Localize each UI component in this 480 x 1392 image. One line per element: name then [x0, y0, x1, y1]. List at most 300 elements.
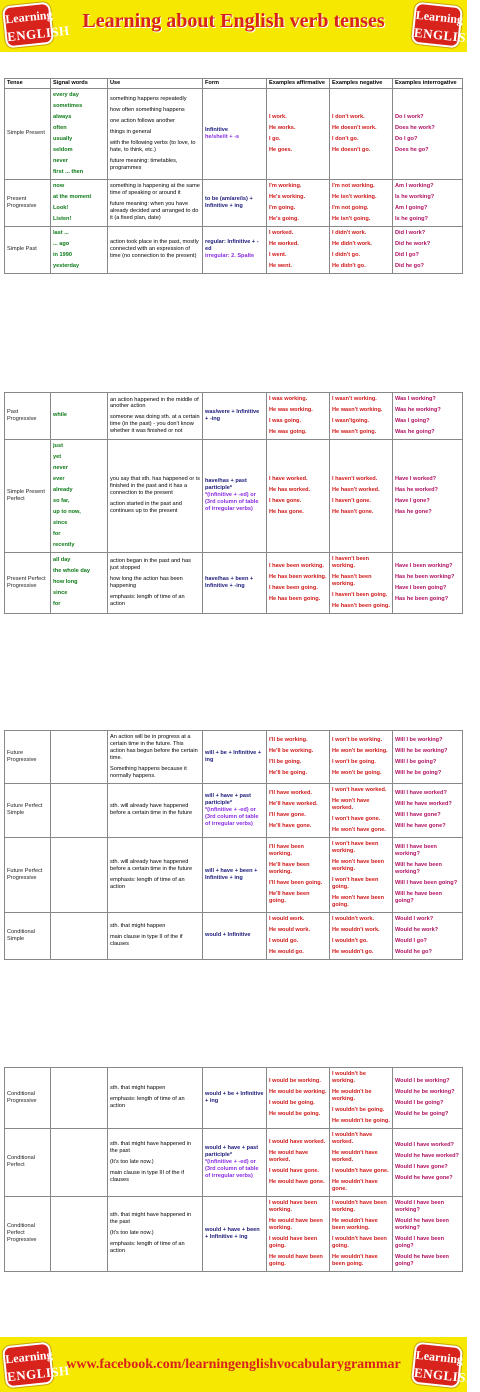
example-negative: He won't have gone.	[332, 826, 386, 833]
form-item: *(infinitive + -ed) or (3rd column of table of irregular verbs)	[205, 492, 259, 513]
tense-name: Past Progressive	[7, 408, 37, 422]
signal-word: often	[53, 124, 67, 131]
example-affirmative: He would be working.	[269, 1088, 327, 1095]
example-negative: He wasn't going.	[332, 428, 377, 435]
example-negative: He won't be going.	[332, 769, 382, 776]
signal-word: up to now,	[53, 508, 81, 515]
tense-name-cell	[5, 439, 51, 552]
logo-line2: ENGLISH	[413, 24, 478, 47]
signal-words-cell	[51, 837, 108, 912]
example-interrogative: Would he go?	[395, 948, 432, 955]
table-row	[5, 1068, 463, 1129]
example-interrogative: Would he have been going?	[395, 1253, 449, 1267]
examples-affirmative-cell	[267, 1196, 330, 1271]
example-interrogative: Have I worked?	[395, 475, 437, 482]
example-interrogative: Would I have been working?	[395, 1199, 445, 1213]
example-negative: He didn't work.	[332, 240, 372, 247]
use-cell	[108, 552, 203, 613]
examples-negative-cell	[330, 226, 393, 273]
example-affirmative: I'll have been going.	[269, 880, 323, 887]
form-item: will + have + been + Infinitive + ing	[205, 867, 258, 881]
use-item: Something happens because it normally happens.	[110, 765, 187, 779]
example-negative: He won't have been going.	[332, 894, 384, 908]
tense-name-cell	[5, 179, 51, 226]
examples-negative-cell	[330, 393, 393, 440]
use-cell	[108, 439, 203, 552]
signal-word: recently	[53, 541, 75, 548]
examples-affirmative-cell	[267, 393, 330, 440]
example-affirmative: I was going.	[269, 417, 302, 424]
use-item: An action will be in progress at a certain time in the future. This action has begun before the certain time.	[110, 734, 198, 761]
example-negative: I'm not working.	[332, 182, 375, 189]
form-cell	[203, 1068, 267, 1129]
example-interrogative: Was I working?	[395, 396, 436, 402]
use-item: main clause in type III of the if clauses	[110, 1169, 184, 1183]
example-affirmative: He has been going.	[269, 595, 321, 602]
example-affirmative: I was working.	[269, 396, 308, 402]
logo-line1: Learning	[415, 7, 464, 27]
example-negative: I'm not going.	[332, 204, 369, 211]
tense-name: Future Perfect Simple	[7, 803, 43, 817]
signal-words-cell	[51, 226, 108, 273]
learning-english-logo-right	[411, 2, 478, 49]
examples-affirmative-cell	[267, 783, 330, 837]
example-negative: I won't have been going.	[332, 876, 379, 890]
example-interrogative: Has he gone?	[395, 508, 432, 515]
tense-name-cell	[5, 837, 51, 912]
examples-negative-cell	[330, 783, 393, 837]
examples-affirmative-cell	[267, 837, 330, 912]
tense-name: Conditional Perfect	[7, 1155, 35, 1169]
example-affirmative: I'm working.	[269, 182, 302, 189]
example-negative: I haven't been going.	[332, 591, 388, 598]
example-interrogative: Does he work?	[395, 124, 435, 131]
form-item: *(infinitive + -ed) or (3rd column of table of irregular verbs)	[205, 806, 259, 827]
example-affirmative: He would have been going.	[269, 1253, 323, 1267]
form-cell	[203, 837, 267, 912]
example-affirmative: I work.	[269, 113, 287, 120]
example-negative: I won't have worked.	[332, 786, 387, 793]
column-header: Form	[203, 79, 267, 89]
table-row	[5, 439, 463, 552]
example-negative: He hasn't gone.	[332, 508, 374, 515]
signal-word: never	[53, 157, 68, 164]
use-item: action started in the past and continues up to the present	[110, 501, 182, 515]
logo-line2: ENGLISH	[413, 1364, 478, 1387]
tense-name-cell	[5, 1196, 51, 1271]
signal-word: already	[53, 486, 73, 493]
example-interrogative: Will he have been going?	[395, 891, 442, 905]
example-negative: He wasn't working.	[332, 406, 383, 413]
examples-affirmative-cell	[267, 912, 330, 959]
use-item: sth. that might happen	[110, 1085, 166, 1092]
use-item: you say that sth. has happened or is finished in the past and it has a connection to the present	[110, 476, 200, 497]
examples-affirmative-cell	[267, 1128, 330, 1196]
example-interrogative: Am I working?	[395, 182, 434, 189]
example-negative: I wouldn't have been going.	[332, 1235, 387, 1249]
form-item: to be (am/are/is) + Infinitive + ing	[205, 195, 253, 209]
example-affirmative: He has gone.	[269, 508, 304, 515]
example-affirmative: He would have gone.	[269, 1178, 325, 1185]
tense-table	[4, 392, 463, 614]
use-item: sth. will already have happened before a certain time in the future	[110, 803, 193, 817]
example-affirmative: He'll have been working.	[269, 862, 310, 876]
form-item: would + be + Infinitive + ing	[205, 1090, 264, 1104]
examples-affirmative-cell	[267, 439, 330, 552]
example-interrogative: Was he going?	[395, 428, 435, 435]
example-interrogative: Will he have been working?	[395, 862, 442, 876]
example-affirmative: He would be going.	[269, 1110, 321, 1117]
use-cell	[108, 837, 203, 912]
example-interrogative: Would he be going?	[395, 1110, 449, 1117]
example-negative: He wouldn't have been going.	[332, 1253, 378, 1267]
signal-words-cell	[51, 393, 108, 440]
table-row	[5, 226, 463, 273]
example-interrogative: Would he work?	[395, 926, 439, 933]
signal-words-cell	[51, 783, 108, 837]
use-item: emphasis: length of time of an action	[110, 593, 185, 607]
examples-interrogative-cell	[393, 393, 463, 440]
form-cell	[203, 731, 267, 784]
tense-name-cell	[5, 552, 51, 613]
use-item: action took place in the past, mostly connected with an expression of time (no connection to the present)	[110, 239, 199, 260]
examples-interrogative-cell	[393, 912, 463, 959]
signal-word: never	[53, 464, 68, 471]
example-interrogative: Did I work?	[395, 229, 426, 236]
signal-word: for	[53, 601, 61, 608]
table-header-row	[5, 79, 463, 89]
use-cell	[108, 88, 203, 179]
signal-word: all day	[53, 557, 71, 564]
table-row	[5, 179, 463, 226]
example-negative: He isn't going.	[332, 215, 371, 222]
signal-words-cell	[51, 731, 108, 784]
logo-line1: Learning	[4, 1347, 54, 1367]
example-affirmative: He has been working.	[269, 573, 327, 580]
examples-negative-cell	[330, 88, 393, 179]
example-affirmative: I would have been working.	[269, 1199, 318, 1213]
example-affirmative: He would work.	[269, 926, 311, 933]
signal-word: last ...	[53, 229, 69, 236]
example-affirmative: He works.	[269, 124, 296, 131]
examples-negative-cell	[330, 1196, 393, 1271]
examples-negative-cell	[330, 731, 393, 784]
example-affirmative: I would be working.	[269, 1077, 321, 1084]
example-affirmative: I'll be going.	[269, 758, 302, 765]
tense-name-cell	[5, 226, 51, 273]
signal-word: how long	[53, 579, 78, 586]
tense-name: Simple Past	[7, 246, 37, 253]
learning-english-logo-right	[411, 1342, 478, 1389]
table-row	[5, 393, 463, 440]
example-interrogative: Has he been going?	[395, 595, 449, 602]
use-item: sth. will already have happened before a certain time in the future	[110, 858, 193, 872]
form-cell	[203, 88, 267, 179]
form-cell	[203, 393, 267, 440]
example-negative: I don't go.	[332, 135, 359, 142]
tense-name: Simple Present Perfect	[7, 488, 45, 502]
example-interrogative: Will I have worked?	[395, 790, 447, 797]
example-interrogative: Is he going?	[395, 215, 428, 222]
form-cell	[203, 1196, 267, 1271]
tense-name-cell	[5, 88, 51, 179]
examples-interrogative-cell	[393, 88, 463, 179]
example-negative: I won't be going.	[332, 758, 376, 765]
example-affirmative: He went.	[269, 262, 293, 269]
signal-word: yesterday	[53, 262, 80, 269]
table-row	[5, 731, 463, 784]
learning-english-logo-left	[2, 2, 71, 49]
use-cell	[108, 179, 203, 226]
example-negative: He won't have been working.	[332, 858, 384, 872]
example-interrogative: Will he have gone?	[395, 823, 446, 830]
signal-words-cell	[51, 179, 108, 226]
example-negative: I wouldn't have been working.	[332, 1199, 387, 1213]
example-negative: I wouldn't be working.	[332, 1071, 366, 1084]
use-item: emphasis: length of time of an action	[110, 1096, 185, 1110]
tense-name: Simple Present	[7, 130, 45, 137]
form-cell	[203, 179, 267, 226]
signal-word: sometimes	[53, 102, 83, 109]
form-item: *(infinitive + -ed) or (3rd column of table of irregular verbs)	[205, 1158, 259, 1179]
example-affirmative: I would have worked.	[269, 1138, 326, 1145]
examples-interrogative-cell	[393, 179, 463, 226]
signal-words-cell	[51, 552, 108, 613]
examples-interrogative-cell	[393, 1068, 463, 1129]
example-interrogative: Would I be working?	[395, 1077, 450, 1084]
example-affirmative: I go.	[269, 135, 281, 142]
example-affirmative: He'll have worked.	[269, 801, 318, 808]
example-interrogative: Will I have been working?	[395, 844, 437, 858]
example-affirmative: I have been working.	[269, 562, 325, 569]
example-affirmative: He would have been working.	[269, 1217, 323, 1231]
signal-word: yet	[53, 453, 62, 460]
example-affirmative: He's working.	[269, 193, 306, 200]
use-item: sth. that might happen	[110, 923, 166, 930]
signal-word: Look!	[53, 204, 69, 211]
tense-table-block-4	[4, 1067, 462, 1272]
example-affirmative: He goes.	[269, 146, 293, 153]
example-affirmative: He was going.	[269, 428, 307, 435]
logo-line1: Learning	[4, 7, 54, 27]
use-cell	[108, 912, 203, 959]
example-interrogative: Did he work?	[395, 240, 431, 247]
tense-name: Future Perfect Progressive	[7, 867, 43, 881]
examples-interrogative-cell	[393, 837, 463, 912]
tense-table	[4, 78, 463, 274]
example-affirmative: I would be going.	[269, 1099, 315, 1106]
examples-interrogative-cell	[393, 731, 463, 784]
example-negative: He isn't working.	[332, 193, 377, 200]
example-affirmative: I have been going.	[269, 584, 318, 591]
signal-word: for	[53, 530, 61, 537]
tense-name-cell	[5, 1128, 51, 1196]
form-cell	[203, 226, 267, 273]
example-affirmative: He'll be working.	[269, 747, 314, 754]
tense-table	[4, 1067, 463, 1272]
signal-word: Listen!	[53, 215, 72, 222]
example-interrogative: Would I be going?	[395, 1099, 444, 1106]
form-item: Infinitive	[205, 126, 228, 133]
form-cell	[203, 912, 267, 959]
example-negative: He hasn't been going.	[332, 602, 390, 609]
examples-affirmative-cell	[267, 1068, 330, 1129]
example-negative: I wouldn't work.	[332, 915, 375, 922]
example-negative: I wouldn't have gone.	[332, 1167, 389, 1174]
examples-affirmative-cell	[267, 88, 330, 179]
examples-interrogative-cell	[393, 552, 463, 613]
example-interrogative: Will I be going?	[395, 758, 437, 765]
example-interrogative: Would he have worked?	[395, 1153, 459, 1160]
use-item: future meaning: timetables, programmes	[110, 157, 178, 171]
use-cell	[108, 1128, 203, 1196]
example-interrogative: Does he go?	[395, 146, 429, 153]
signal-words-cell	[51, 1128, 108, 1196]
tense-name: Future Progressive	[7, 749, 37, 763]
facebook-url-link[interactable]: www.facebook.com/learningenglishvocabularygrammar	[66, 1357, 401, 1372]
example-affirmative: I'll be working.	[269, 736, 308, 743]
example-affirmative: I'll have worked.	[269, 790, 312, 797]
example-affirmative: I would go.	[269, 937, 299, 944]
signal-words-cell	[51, 88, 108, 179]
signal-word: at the moment	[53, 193, 92, 200]
use-cell	[108, 1196, 203, 1271]
example-interrogative: Would I have gone?	[395, 1164, 448, 1171]
examples-affirmative-cell	[267, 226, 330, 273]
use-item: an action happened in the middle of another action	[110, 396, 199, 410]
signal-word: seldom	[53, 146, 73, 153]
tense-table-block-2	[4, 392, 462, 614]
examples-interrogative-cell	[393, 226, 463, 273]
example-negative: He wouldn't be going.	[332, 1117, 390, 1124]
form-item: have/has + been + Infinitive + -ing	[205, 575, 254, 589]
example-interrogative: Was he working?	[395, 406, 441, 413]
use-item: (It's too late now.)	[110, 1158, 154, 1165]
examples-negative-cell	[330, 1128, 393, 1196]
column-header: Examples negative	[330, 79, 393, 89]
examples-interrogative-cell	[393, 1196, 463, 1271]
table-row	[5, 783, 463, 837]
example-affirmative: I would have gone.	[269, 1167, 320, 1174]
tense-table	[4, 730, 463, 960]
example-negative: He wouldn't work.	[332, 926, 380, 933]
example-interrogative: Will he have worked?	[395, 801, 452, 808]
example-affirmative: I have gone.	[269, 497, 302, 504]
signal-word: ... ago	[53, 240, 70, 247]
table-row	[5, 88, 463, 179]
signal-words-cell	[51, 1196, 108, 1271]
example-affirmative: I'll have gone.	[269, 812, 306, 819]
signal-word: while	[53, 412, 67, 419]
table-row	[5, 1196, 463, 1271]
example-affirmative: He has worked.	[269, 486, 311, 493]
signal-word: since	[53, 519, 68, 526]
form-item: will + be + Infinitive + ing	[205, 749, 262, 763]
tense-name-cell	[5, 393, 51, 440]
example-interrogative: Did he go?	[395, 262, 424, 269]
page-title: Learning about English verb tenses	[82, 10, 385, 32]
example-negative: He doesn't go.	[332, 146, 371, 153]
tense-name: Conditional Perfect Progressive	[7, 1223, 37, 1244]
form-item: he/she/it + -s	[205, 133, 240, 140]
examples-negative-cell	[330, 439, 393, 552]
example-interrogative: Will he be working?	[395, 747, 448, 754]
example-negative: I wasn'tgoing.	[332, 417, 370, 424]
form-item: would + Infinitive	[205, 932, 251, 939]
example-affirmative: I'll have been working.	[269, 844, 304, 858]
example-affirmative: He would go.	[269, 948, 304, 955]
use-item: emphasis: length of time of an action	[110, 876, 185, 890]
tense-name: Present Perfect Progressive	[7, 575, 46, 589]
use-item: how long the action has been happening	[110, 575, 183, 589]
example-negative: I haven't been working.	[332, 555, 370, 569]
example-interrogative: Have I been working?	[395, 562, 453, 569]
example-interrogative: Do I work?	[395, 113, 424, 120]
example-negative: He won't have worked.	[332, 797, 370, 811]
example-negative: I didn't work.	[332, 229, 367, 236]
examples-negative-cell	[330, 179, 393, 226]
use-cell	[108, 731, 203, 784]
use-item: future meaning: when you have already decided and arranged to do it (a fixed plan, date)	[110, 201, 199, 222]
form-cell	[203, 552, 267, 613]
example-interrogative: Am I going?	[395, 204, 428, 211]
tense-name: Conditional Progressive	[7, 1090, 37, 1104]
example-negative: I wouldn't be going.	[332, 1106, 385, 1113]
use-item: emphasis: length of time of an action	[110, 1241, 185, 1255]
example-interrogative: Did I go?	[395, 251, 419, 258]
example-interrogative: Has he worked?	[395, 486, 438, 493]
tense-name-cell	[5, 783, 51, 837]
use-item: things in general	[110, 128, 152, 135]
example-interrogative: Will I have been going?	[395, 880, 458, 887]
example-affirmative: I would work.	[269, 915, 305, 922]
signal-word: usually	[53, 135, 73, 142]
signal-word: in 1990	[53, 251, 72, 258]
examples-affirmative-cell	[267, 179, 330, 226]
example-interrogative: Would he have been working?	[395, 1217, 449, 1231]
example-negative: I won't be working.	[332, 736, 383, 743]
use-item: how often something happens	[110, 106, 185, 113]
example-negative: He didn't go.	[332, 262, 366, 269]
signal-word: now	[53, 182, 65, 189]
example-interrogative: Will I have gone?	[395, 812, 441, 819]
example-interrogative: Would I go?	[395, 937, 427, 944]
examples-affirmative-cell	[267, 731, 330, 784]
example-interrogative: Will I be working?	[395, 736, 443, 743]
example-negative: He wouldn't be working.	[332, 1088, 372, 1102]
example-negative: I don't work.	[332, 113, 365, 120]
use-cell	[108, 393, 203, 440]
signal-words-cell	[51, 1068, 108, 1129]
example-negative: He wouldn't have gone.	[332, 1178, 378, 1192]
example-affirmative: I worked.	[269, 229, 294, 236]
form-item: would + have + past participle*	[205, 1144, 259, 1158]
tense-table-block-1	[4, 78, 462, 274]
top-banner	[0, 0, 478, 52]
example-negative: I won't have gone.	[332, 815, 381, 822]
use-item: sth. that might have happened in the past	[110, 1212, 192, 1226]
table-row	[5, 552, 463, 613]
example-negative: He won't be working.	[332, 747, 388, 754]
form-item: have/has + past participle*	[205, 478, 247, 492]
examples-affirmative-cell	[267, 552, 330, 613]
column-header: Examples affirmative	[267, 79, 330, 89]
example-affirmative: He's going.	[269, 215, 299, 222]
logo-line2: ENGLISH	[6, 22, 71, 45]
example-interrogative: Would he be working?	[395, 1088, 455, 1095]
examples-negative-cell	[330, 552, 393, 613]
example-affirmative: He'll have been going.	[269, 891, 310, 905]
